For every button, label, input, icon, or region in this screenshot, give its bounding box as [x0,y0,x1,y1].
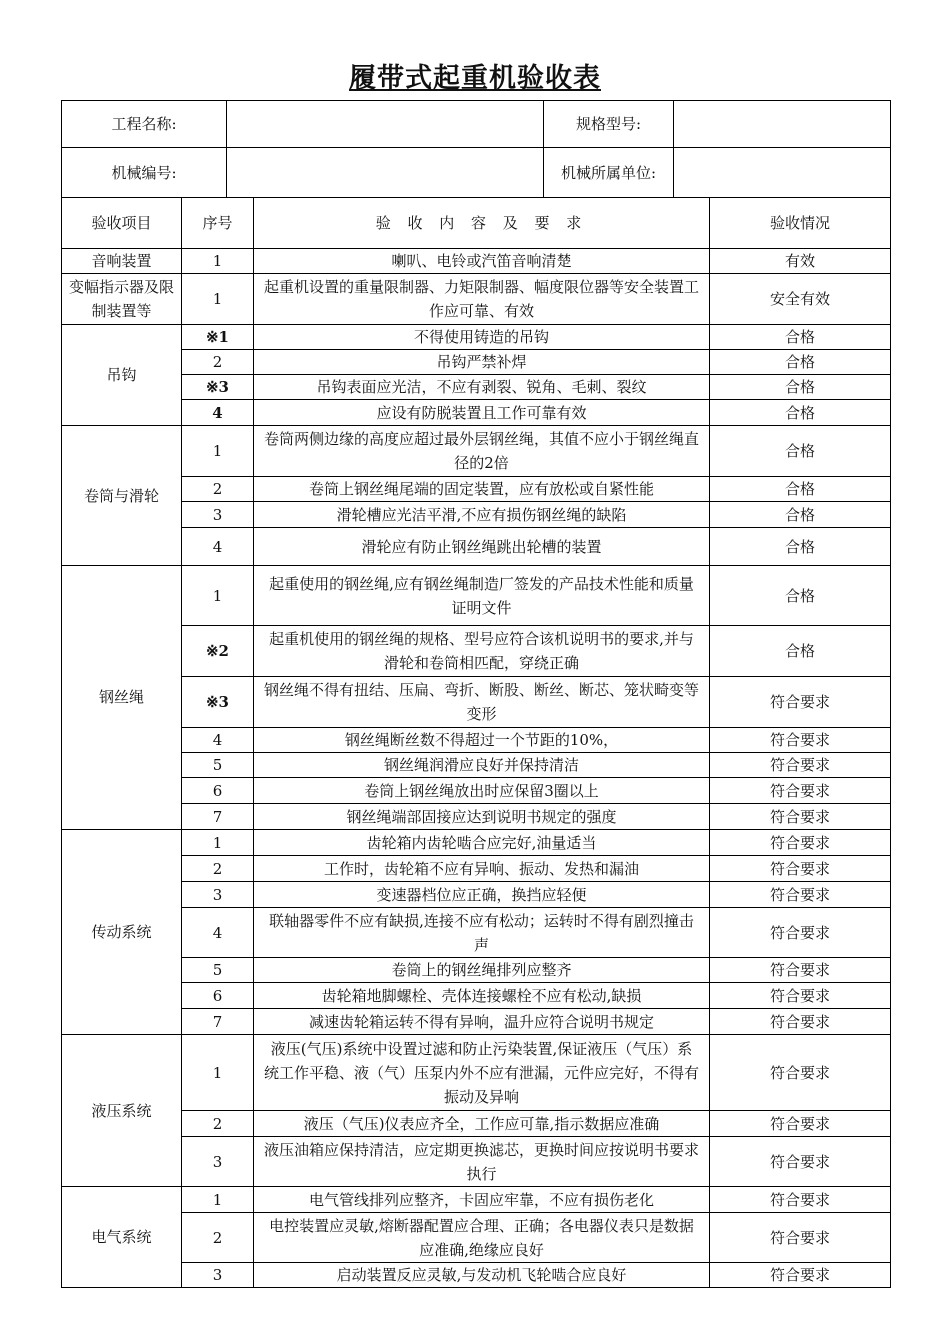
group-name: 传动系统 [62,830,182,1035]
inspection-result[interactable]: 符合要求 [710,1009,891,1035]
inspection-result[interactable]: 符合要求 [710,882,891,908]
requirement-text: 不得使用铸造的吊钩 [254,325,710,350]
row-number: 1 [182,426,254,477]
owner-unit-label: 机械所属单位: [544,148,674,198]
row-number: 4 [182,400,254,426]
inspection-result[interactable]: 符合要求 [710,677,891,728]
requirement-text: 齿轮箱地脚螺栓、壳体连接螺栓不应有松动,缺损 [254,983,710,1009]
inspection-result[interactable]: 合格 [710,502,891,528]
inspection-result[interactable]: 符合要求 [710,1111,891,1137]
table-row [62,1263,891,1288]
row-number: 1 [182,566,254,626]
project-name-label: 工程名称: [62,101,227,148]
row-number: 5 [182,958,254,983]
table-row [62,626,891,677]
table-row [62,1111,891,1137]
requirement-text: 电控装置应灵敏,熔断器配置应合理、正确；各电器仪表只是数据应准确,绝缘应良好 [254,1213,710,1263]
model-field[interactable] [674,101,891,148]
row-number: 5 [182,753,254,778]
row-number: 3 [182,1263,254,1288]
inspection-result[interactable]: 合格 [710,528,891,566]
table-row [62,908,891,958]
group-name: 音响装置 [62,249,182,274]
table-row [62,958,891,983]
inspection-result[interactable]: 符合要求 [710,728,891,753]
page-title: 履带式起重机验收表 [349,63,601,94]
row-number: 7 [182,804,254,830]
table-row [62,1009,891,1035]
column-header-row [62,198,891,249]
table-row [62,528,891,566]
table-row [62,426,891,477]
table-row [62,778,891,804]
row-number: 1 [182,249,254,274]
row-number: ※2 [182,626,254,677]
row-number: 4 [182,728,254,753]
requirement-text: 吊钩严禁补焊 [254,350,710,375]
inspection-result[interactable]: 合格 [710,375,891,400]
table-row [62,830,891,856]
inspection-result[interactable]: 符合要求 [710,804,891,830]
machine-no-label: 机械编号: [62,148,227,198]
requirement-text: 钢丝绳断丝数不得超过一个节距的10%， [254,728,710,753]
column-header-result: 验收情况 [710,198,891,249]
row-number: 4 [182,908,254,958]
requirement-text: 钢丝绳润滑应良好并保持清洁 [254,753,710,778]
inspection-result[interactable]: 符合要求 [710,1213,891,1263]
inspection-result[interactable]: 合格 [710,350,891,375]
requirement-text: 钢丝绳端部固接应达到说明书规定的强度 [254,804,710,830]
inspection-result[interactable]: 合格 [710,400,891,426]
requirement-text: 卷筒上钢丝绳放出时应保留3圈以上 [254,778,710,804]
requirement-text: 卷筒上的钢丝绳排列应整齐 [254,958,710,983]
table-row [62,400,891,426]
table-row [62,502,891,528]
requirement-text: 卷筒上钢丝绳尾端的固定装置，应有放松或自紧性能 [254,477,710,502]
row-number: ※1 [182,325,254,350]
group-name: 电气系统 [62,1187,182,1288]
table-row [62,983,891,1009]
inspection-result[interactable]: 合格 [710,626,891,677]
requirement-text: 液压油箱应保持清洁，应定期更换滤芯，更换时间应按说明书要求执行 [254,1137,710,1187]
requirement-text: 减速齿轮箱运转不得有异响，温升应符合说明书规定 [254,1009,710,1035]
inspection-result[interactable]: 符合要求 [710,856,891,882]
requirement-text: 启动装置反应灵敏,与发动机飞轮啮合应良好 [254,1263,710,1288]
inspection-result[interactable]: 合格 [710,426,891,477]
table-row [62,1137,891,1187]
inspection-result[interactable]: 符合要求 [710,1263,891,1288]
requirement-text: 钢丝绳不得有扭结、压扁、弯折、断股、断丝、断芯、笼状畸变等变形 [254,677,710,728]
row-number: 2 [182,477,254,502]
group-name: 钢丝绳 [62,566,182,830]
row-number: 2 [182,856,254,882]
inspection-result[interactable]: 合格 [710,325,891,350]
header-table [61,100,891,198]
requirement-text: 喇叭、电铃或汽笛音响清楚 [254,249,710,274]
inspection-result[interactable]: 合格 [710,477,891,502]
row-number: 1 [182,274,254,325]
requirement-text: 液压(气压)系统中设置过滤和防止污染装置,保证液压（气压）系统工作平稳、液（气）压泵内外不应有泄漏，元件应完好，不得有振动及异响 [254,1035,710,1111]
row-number: ※3 [182,375,254,400]
inspection-result[interactable]: 符合要求 [710,1137,891,1187]
requirement-text: 滑轮应有防止钢丝绳跳出轮槽的装置 [254,528,710,566]
row-number: 1 [182,830,254,856]
inspection-result[interactable]: 符合要求 [710,753,891,778]
row-number: ※3 [182,677,254,728]
inspection-result[interactable]: 符合要求 [710,1035,891,1111]
requirement-text: 吊钩表面应光洁，不应有剥裂、锐角、毛刺、裂纹 [254,375,710,400]
group-name: 液压系统 [62,1035,182,1187]
inspection-result[interactable]: 合格 [710,566,891,626]
requirement-text: 工作时，齿轮箱不应有异响、振动、发热和漏油 [254,856,710,882]
table-row [62,1213,891,1263]
requirement-text: 卷筒两侧边缘的高度应超过最外层钢丝绳，其值不应小于钢丝绳直径的2倍 [254,426,710,477]
table-row [62,477,891,502]
table-row [62,325,891,350]
machine-no-field[interactable] [227,148,544,198]
row-number: 7 [182,1009,254,1035]
requirement-text: 起重机设置的重量限制器、力矩限制器、幅度限位器等安全装置工作应可靠、有效 [254,274,710,325]
column-header-content: 验 收 内 容 及 要 求 [254,198,710,249]
requirement-text: 联轴器零件不应有缺损,连接不应有松动；运转时不得有剧烈撞击声 [254,908,710,958]
group-name: 卷筒与滑轮 [62,426,182,566]
requirement-text: 起重使用的钢丝绳,应有钢丝绳制造厂签发的产品技术性能和质量证明文件 [254,566,710,626]
row-number: 1 [182,1187,254,1213]
requirement-text: 液压（气压)仪表应齐全，工作应可靠,指示数据应准确 [254,1111,710,1137]
row-number: 2 [182,1111,254,1137]
requirement-text: 起重机使用的钢丝绳的规格、型号应符合该机说明书的要求,并与滑轮和卷筒相匹配，穿绕正确 [254,626,710,677]
model-label: 规格型号: [544,101,674,148]
table-row [62,882,891,908]
table-row [62,804,891,830]
inspection-result[interactable]: 符合要求 [710,908,891,958]
row-number: 4 [182,528,254,566]
requirement-text: 齿轮箱内齿轮啮合应完好,油量适当 [254,830,710,856]
requirement-text: 滑轮槽应光洁平滑,不应有损伤钢丝绳的缺陷 [254,502,710,528]
inspection-result[interactable]: 安全有效 [710,274,891,325]
row-number: 2 [182,1213,254,1263]
table-row [62,350,891,375]
requirement-text: 变速器档位应正确，换挡应轻便 [254,882,710,908]
table-row [62,375,891,400]
inspection-result[interactable]: 符合要求 [710,983,891,1009]
owner-unit-field[interactable] [674,148,891,198]
row-number: 3 [182,1137,254,1187]
table-row [62,249,891,274]
column-header-no: 序号 [182,198,254,249]
requirement-text: 电气管线排列应整齐，卡固应牢靠，不应有损伤老化 [254,1187,710,1213]
column-header-item: 验收项目 [62,198,182,249]
table-row [62,728,891,753]
table-row [62,677,891,728]
project-name-field[interactable] [227,101,544,148]
row-number: 1 [182,1035,254,1111]
row-number: 3 [182,882,254,908]
table-row [62,1035,891,1111]
table-row [62,753,891,778]
table-row [62,1187,891,1213]
inspection-result[interactable]: 符合要求 [710,958,891,983]
table-row [62,566,891,626]
inspection-result[interactable]: 符合要求 [710,1187,891,1213]
inspection-table [61,197,891,1288]
requirement-text: 应设有防脱装置且工作可靠有效 [254,400,710,426]
inspection-result[interactable]: 符合要求 [710,830,891,856]
inspection-result[interactable]: 有效 [710,249,891,274]
inspection-result[interactable]: 符合要求 [710,778,891,804]
group-name: 吊钩 [62,325,182,426]
row-number: 3 [182,502,254,528]
table-row [62,856,891,882]
table-row [62,274,891,325]
group-name: 变幅指示器及限制装置等 [62,274,182,325]
row-number: 6 [182,983,254,1009]
row-number: 6 [182,778,254,804]
row-number: 2 [182,350,254,375]
